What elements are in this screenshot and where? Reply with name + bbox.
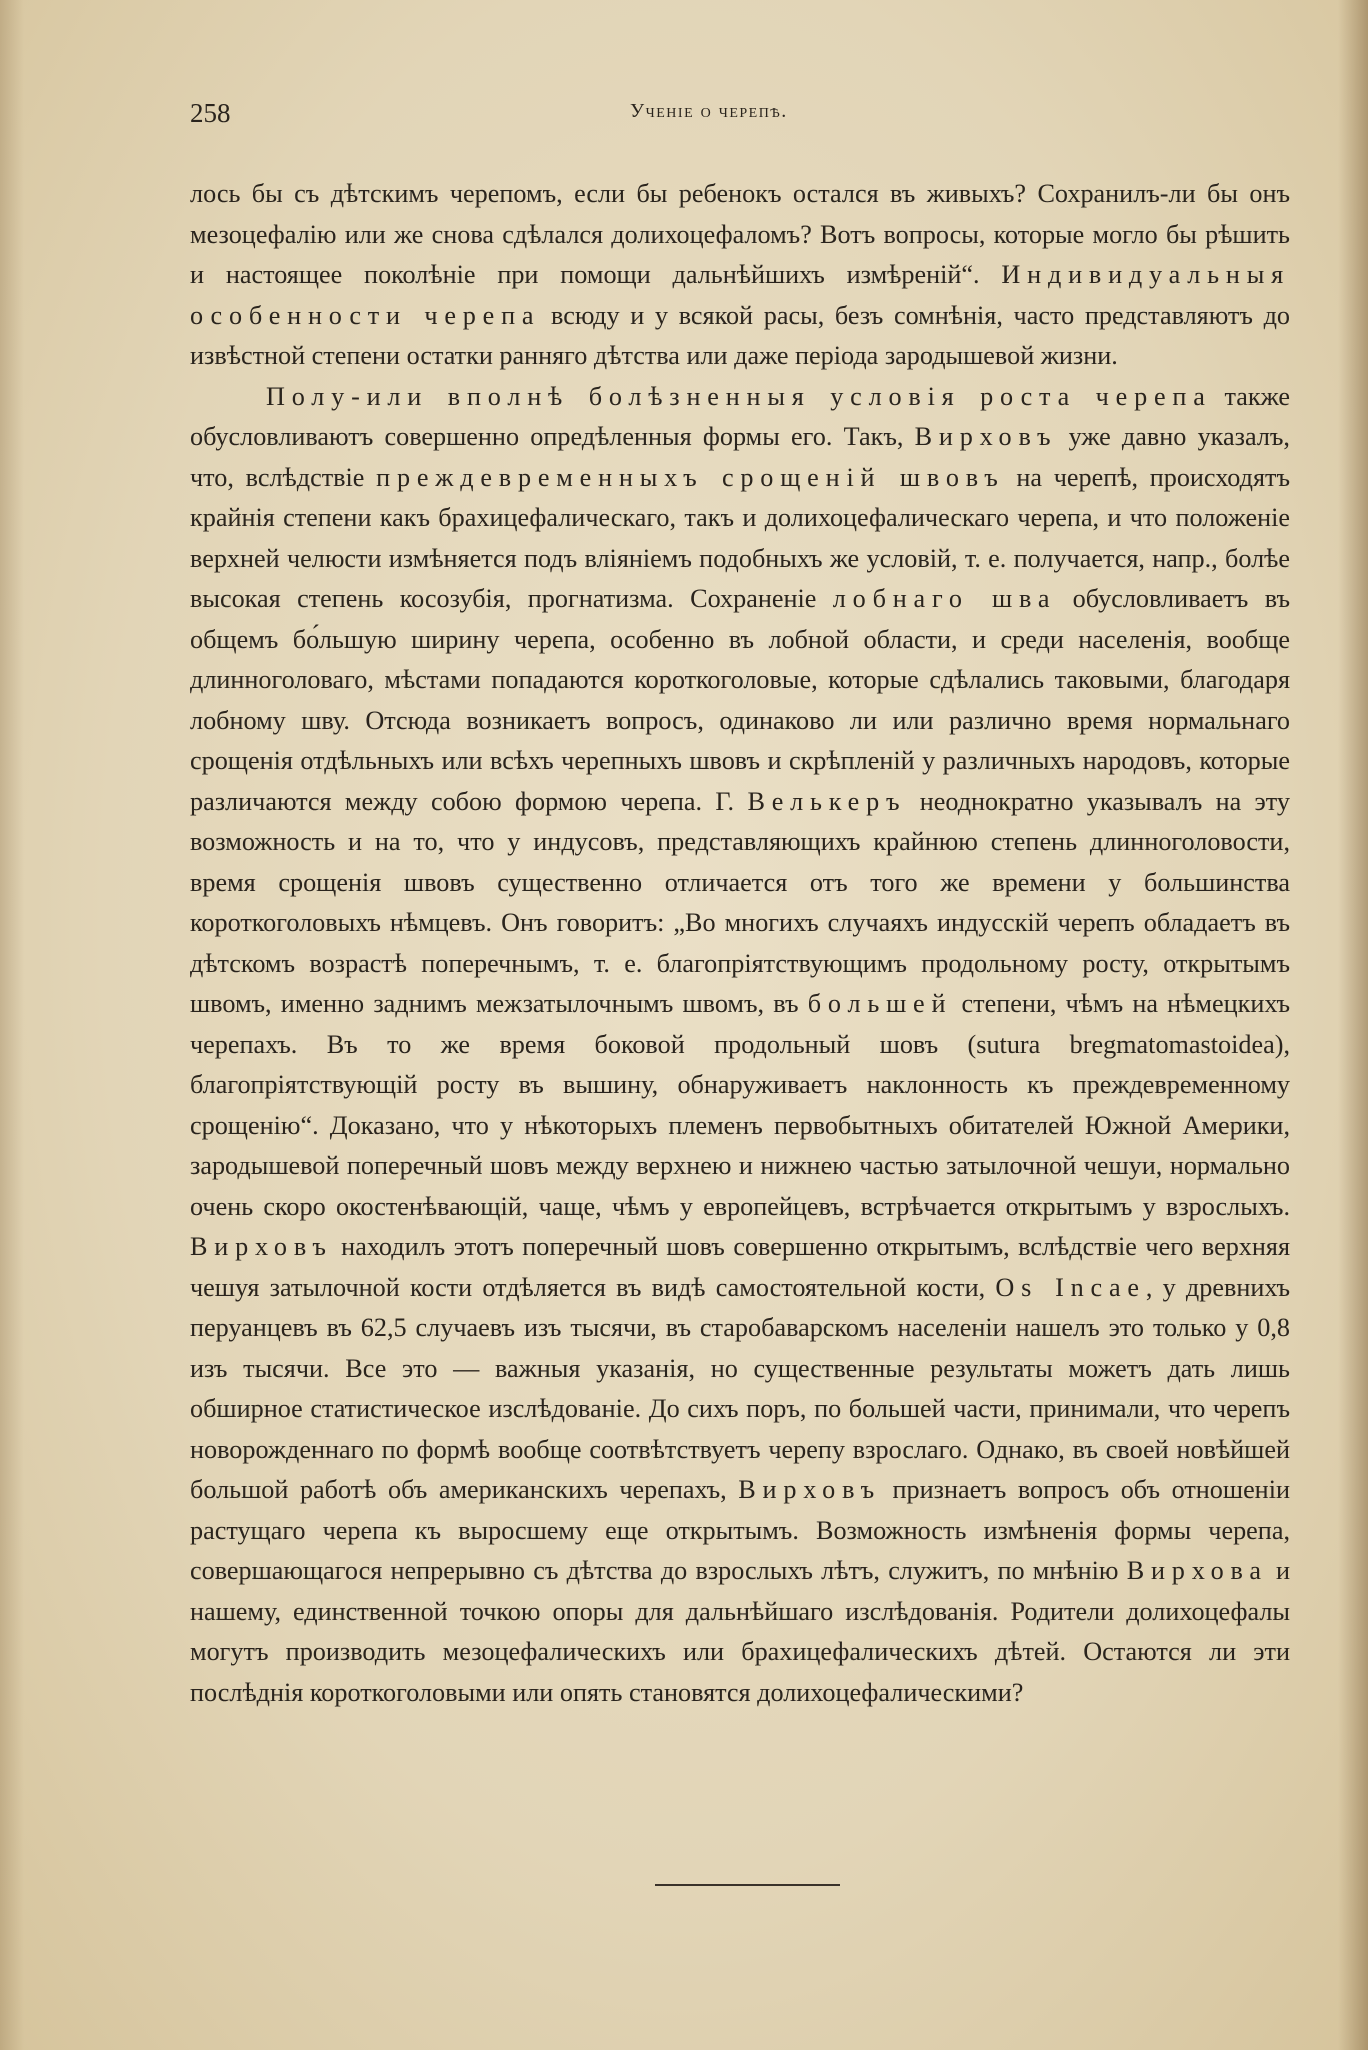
- text-run: на черепѣ, происходятъ крайнія степени какъ брахицефалическаго, такъ и долихоцефалическаго черепа, и что положеніе верхней челюсти измѣняется подъ вліяніемъ подобныхъ же условій, т. е. получается, напр., болѣе высокая степень косозубія, прогнатизма. Сохраненіе: [190, 462, 1290, 613]
- spaced-emphasis: преждевременныхъ срощеній швовъ: [376, 462, 1005, 492]
- text-run: степени, чѣмъ на нѣмецкихъ черепахъ. Въ то же время боковой продольный шовъ (sutura bregmatomastoidea), благопріятствующій росту въ вышину, обнаруживаетъ наклонность къ преждевременному срощенію“. Доказано, что у нѣкоторыхъ племенъ первобытныхъ обитателей Южной Америки, зародышевой поперечный шовъ между верхнею и нижнею частью затылочной чешуи, нормально очень скоро окостенѣвающій, чаще, чѣмъ у европейцевъ, встрѣчается открытымъ у взрослыхъ.: [190, 989, 1290, 1221]
- spaced-emphasis: Полу-или вполнѣ болѣзненныя условія роста черепа: [266, 381, 1212, 411]
- spaced-emphasis: большей: [807, 989, 953, 1018]
- text-run: уже давно указалъ, что, вслѣдствіе: [190, 422, 1290, 492]
- text-run: всюду и у всякой расы, безъ сомнѣнія, часто представляютъ до извѣстной степени остатки ранняго дѣтства или даже періода зародышевой жизни.: [190, 300, 1290, 370]
- spaced-emphasis: Вирховъ: [738, 1475, 881, 1504]
- text-run: признаетъ вопросъ объ отношеніи растущаго черепа къ выросшему еще открытымъ. Возможность измѣненія формы черепа, совершающагося непрерывно съ дѣтства до взрослыхъ лѣтъ, служитъ, по мнѣнію: [190, 1475, 1290, 1585]
- page-number: 258: [190, 98, 231, 128]
- page-header: [190, 98, 1290, 138]
- spaced-emphasis: Вирхова: [1126, 1556, 1268, 1585]
- spaced-emphasis: Вирховъ: [190, 1232, 333, 1261]
- spaced-emphasis: лобнаго шва: [832, 584, 1057, 613]
- paragraph: [190, 377, 1290, 1714]
- paragraph: [190, 174, 1290, 377]
- text-run: неоднократно указывалъ на эту возможность и на то, что у индусовъ, представляющихъ крайнюю степень длинноголовости, время срощенія швовъ существенно отличается отъ того же времени у большинства короткоголовыхъ нѣмцевъ. Онъ говоритъ: „Во многихъ случаяхъ индусскій черепъ обладаетъ въ дѣтскомъ возрастѣ поперечнымъ, т. е. благопріятствующимъ продольному росту, открытымъ швомъ, именно заднимъ межзатылочнымъ швомъ, въ: [190, 786, 1290, 1018]
- page-shadow-left: [0, 0, 24, 2050]
- text-run: также обусловливаютъ совершенно опредѣленныя формы его. Такъ,: [190, 381, 1290, 451]
- spaced-emphasis: Индивидуальныя особенности черепа: [190, 260, 1290, 330]
- text-run: и нашему, единственной точкою опоры для дальнѣйшаго изслѣдованія. Родители долихоцефалы могутъ производить мезоцефалическихъ или брахицефалическихъ дѣтей. Остаются ли эти послѣднія короткоголовыми или опять становятся долихоцефалическими?: [190, 1556, 1291, 1707]
- running-head: Ученіе о черепѣ.: [630, 100, 788, 122]
- text-run: обусловливаетъ въ общемъ бо́льшую ширину черепа, особенно въ лобной области, и среди населенія, вообще длинноголоваго, мѣстами попадаются короткоголовые, которые сдѣлались таковыми, благодаря лобному шву. Отсюда возникаетъ вопросъ, одинаково ли или различно время нормальнаго срощенія отдѣльныхъ или всѣхъ черепныхъ швовъ и скрѣпленій у различныхъ народовъ, которые различаются между собою формою черепа. Г.: [190, 584, 1291, 816]
- section-end-rule: [655, 1884, 840, 1886]
- body-text: [190, 174, 1290, 1713]
- text-run: находилъ этотъ поперечный шовъ совершенно открытымъ, вслѣдствіе чего верхняя чешуя затылочной кости отдѣляется въ видѣ самостоятельной кости,: [190, 1232, 1290, 1302]
- text-run: лось бы съ дѣтскимъ черепомъ, если бы ребенокъ остался въ живыхъ? Сохранилъ-ли бы онъ мезоцефалію или же снова сдѣлался долихоцефаломъ? Вотъ вопросы, которые могло бы рѣшить и настоящее поколѣніе при помощи дальнѣйшихъ измѣреній“.: [190, 179, 1290, 289]
- spaced-emphasis: Os Incae: [995, 1272, 1146, 1302]
- spaced-emphasis: Велькеръ: [747, 786, 907, 816]
- text-run: , у древнихъ перуанцевъ въ 62,5 случаевъ изъ тысячи, въ старобаварскомъ населеніи нашелъ это только у 0,8 изъ тысячи. Все это — важныя указанія, но существенные результаты можетъ дать лишь обширное статистическое изслѣдованіе. До сихъ поръ, по большей части, принимали, что черепъ новорожденнаго по формѣ вообще соотвѣтствуетъ черепу взрослаго. Однако, въ своей новѣйшей большой работѣ объ американскихъ черепахъ,: [190, 1272, 1290, 1504]
- page-shadow-right: [1338, 0, 1368, 2050]
- spaced-emphasis: Вирховъ: [914, 422, 1058, 451]
